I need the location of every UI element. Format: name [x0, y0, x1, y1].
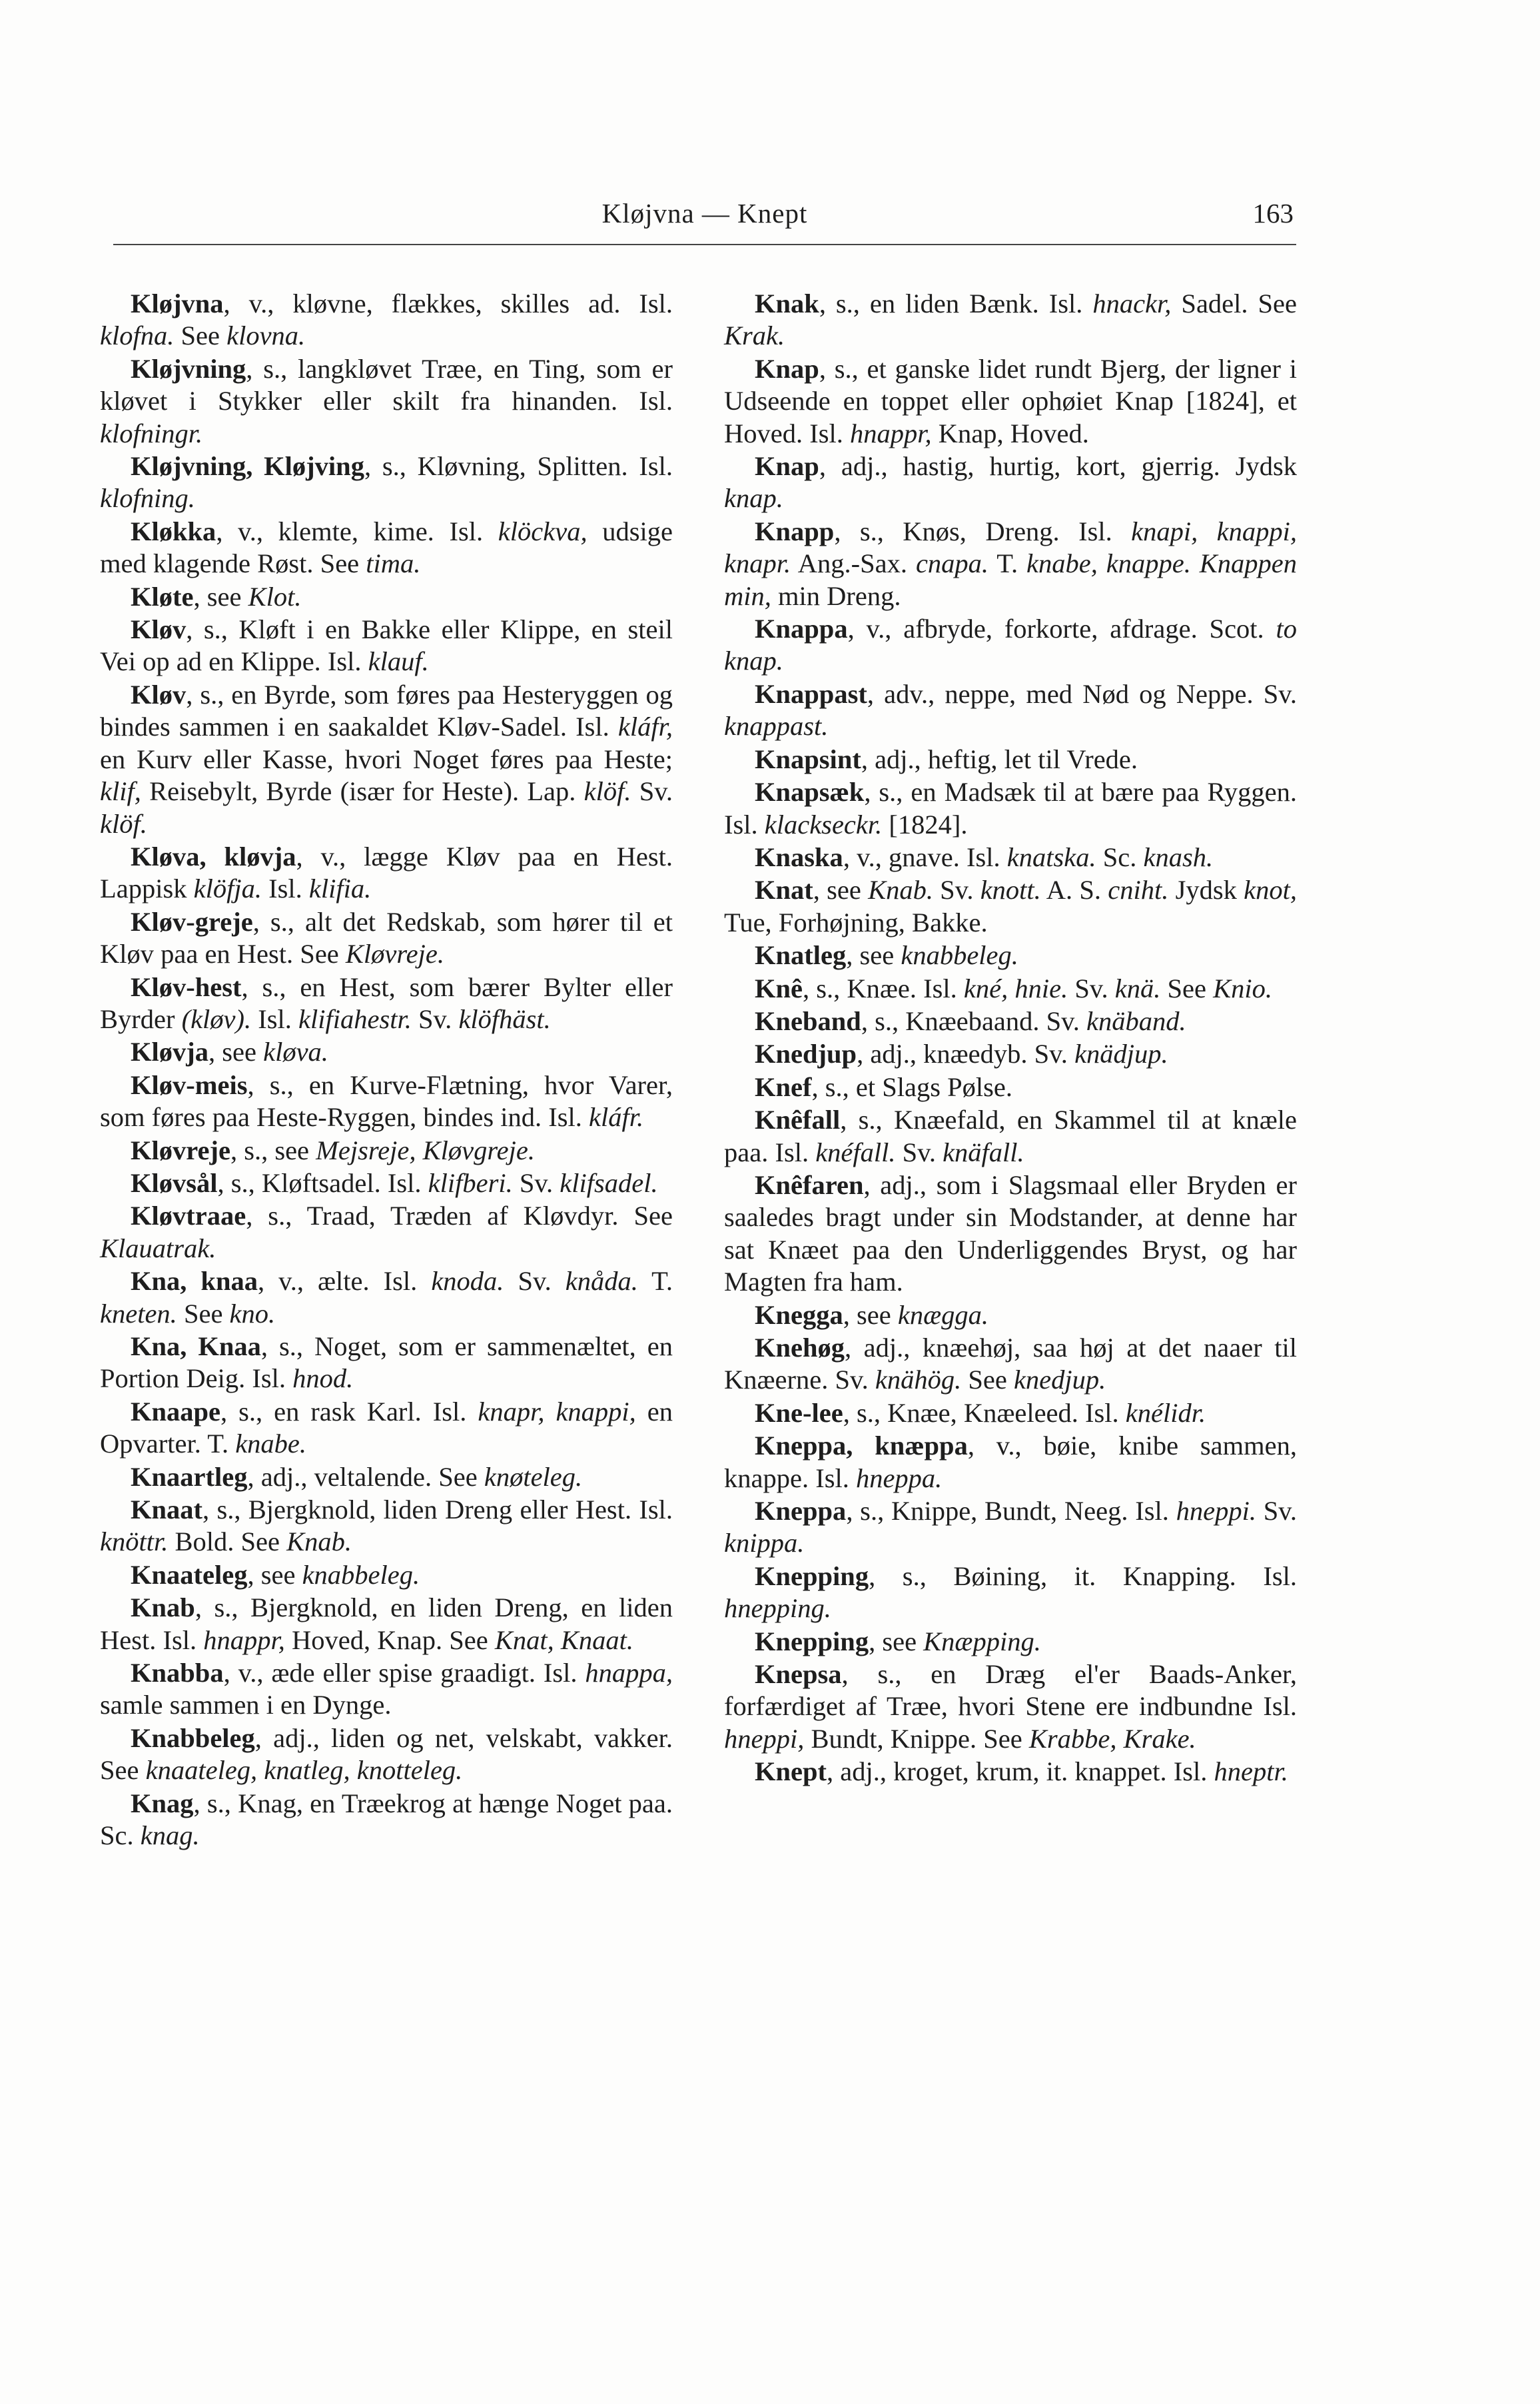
italic-term: knäfall.	[943, 1137, 1024, 1167]
dictionary-entry	[724, 973, 1297, 1005]
italic-term: hnod.	[292, 1363, 354, 1394]
dictionary-entry	[100, 581, 673, 613]
italic-term: klackseckr.	[764, 809, 883, 840]
italic-term: kneten.	[100, 1298, 177, 1329]
definition-text: , adj., liden og net, velskabt, vakker. See	[100, 1722, 673, 1786]
definition-text: Sv.	[895, 1137, 943, 1167]
headword: Knabba	[131, 1658, 224, 1688]
definition-text: Bold. See	[168, 1526, 287, 1557]
italic-term: cnapa.	[915, 548, 989, 579]
definition-text: , s., langkløvet Træe, en Ting, som er kløvet i Stykker eller skilt fra hinanden. Isl.	[100, 353, 673, 416]
dictionary-entry	[724, 1397, 1297, 1429]
dictionary-entry	[100, 1657, 673, 1722]
header-rule	[113, 244, 1296, 245]
headword: Kna, knaa	[131, 1266, 258, 1297]
italic-term: Knio.	[1213, 973, 1272, 1003]
dictionary-entry	[100, 1200, 673, 1265]
definition-text: , s., Kløftsadel. Isl.	[217, 1167, 428, 1198]
definition-text: , v., bøie, knibe sammen, knappe. Isl.	[724, 1431, 1297, 1493]
definition-text: Reisebylt, Byrde (især for Heste). Lap.	[141, 776, 584, 807]
italic-term: knatska.	[1006, 842, 1096, 872]
italic-term: klofna.	[100, 320, 175, 351]
italic-term: hnappr,	[849, 418, 932, 448]
definition-text: [1824].	[882, 809, 968, 840]
headword: Kløte	[131, 581, 194, 612]
headword: Kløv	[131, 679, 187, 710]
headword: Knap	[755, 353, 819, 384]
definition-text: Tue, Forhøjning, Bakke.	[724, 907, 988, 937]
definition-text: , v., ælte. Isl.	[257, 1266, 432, 1297]
definition-text: , s., Knæe, Knæeleed. Isl.	[843, 1397, 1126, 1428]
italic-term: kno.	[229, 1298, 276, 1329]
definition-text: , adj., veltalende. See	[247, 1461, 484, 1492]
definition-text: See	[174, 320, 227, 351]
italic-term: knedjup.	[1013, 1365, 1106, 1395]
definition-text: en Kurv eller Kasse, hvori Noget føres paa Heste;	[100, 744, 673, 774]
headword: Knab	[131, 1592, 195, 1623]
definition-text: , s., en Madsæk til at bære paa Ryggen. Isl.	[724, 777, 1297, 840]
dictionary-entry	[100, 450, 673, 515]
headword: Knaateleg	[131, 1559, 248, 1590]
right-column	[724, 288, 1297, 1789]
dictionary-entry	[724, 1005, 1297, 1037]
dictionary-entry	[100, 1788, 673, 1852]
italic-term: knot,	[1244, 875, 1297, 905]
definition-text: , adj., som i Slagsmaal eller Bryden er saaledes bragt under sin Modstander, at denne har sat Knæet paa den Underliggendes Bryst, og har Magten fra ham.	[724, 1169, 1297, 1297]
dictionary-entry	[724, 1495, 1297, 1560]
italic-term: knabbeleg.	[302, 1559, 420, 1590]
definition-text: , s., Knøs, Dreng. Isl.	[834, 516, 1132, 546]
dictionary-entry	[100, 516, 673, 580]
italic-term: hneptr.	[1214, 1756, 1288, 1787]
definition-text: , s., Kløvning, Splitten. Isl.	[364, 451, 673, 482]
running-header	[113, 197, 1296, 237]
definition-text: , s., et ganske lidet rundt Bjerg, der ligner i Udseende en toppet eller ophøiet Knap [1824], et Hoved. Isl.	[724, 353, 1297, 448]
definition-text: Sv.	[631, 776, 673, 807]
definition-text: , see	[846, 940, 901, 971]
italic-term: knabe.	[235, 1429, 307, 1459]
headword: Knaape	[131, 1396, 221, 1427]
headword: Kløv-greje	[131, 906, 253, 937]
italic-term: klöckva,	[498, 516, 587, 546]
dictionary-entry	[724, 1332, 1297, 1397]
italic-term: knaateleg, knatleg, knotteleg.	[145, 1755, 463, 1786]
italic-term: klöfja.	[193, 874, 262, 904]
italic-term: knä.	[1114, 973, 1161, 1003]
definition-text: , adj., knæehøj, saa høj at det naaer til Knæerne. Sv.	[724, 1333, 1297, 1395]
definition-text: Sv.	[512, 1167, 560, 1198]
dictionary-entry	[724, 353, 1297, 450]
headword: Knapsæk	[755, 777, 865, 808]
definition-text: , s., en liden Bænk. Isl.	[819, 289, 1093, 318]
definition-text: , v., afbryde, forkorte, afdrage. Scot.	[847, 614, 1276, 644]
dictionary-entry	[100, 353, 673, 450]
definition-text: samle sammen i en Dynge.	[100, 1690, 392, 1720]
definition-text: , adj., hastig, hurtig, kort, gjerrig. Jydsk	[819, 451, 1297, 482]
dictionary-entry	[724, 1169, 1297, 1299]
definition-text: , s., en rask Karl. Isl.	[220, 1396, 478, 1427]
italic-term: klovna.	[226, 320, 306, 351]
definition-text: Sc.	[1096, 842, 1144, 872]
italic-term: klifiahestr.	[298, 1003, 412, 1034]
definition-text: , s., Knippe, Bundt, Neeg. Isl.	[846, 1496, 1176, 1526]
definition-text: , v., gnave. Isl.	[843, 842, 1007, 872]
italic-term: klofningr.	[100, 418, 203, 448]
definition-text: See	[961, 1365, 1014, 1395]
definition-text: , s., en Dræg el'er Baads-Anker, forfærdiget af Træe, hvori Stene ere indbundne Isl.	[724, 1659, 1297, 1722]
dictionary-entry	[724, 1104, 1297, 1169]
italic-term: hnepping.	[724, 1593, 831, 1624]
definition-text: en Opvarter. T.	[100, 1396, 673, 1459]
italic-term: knélidr.	[1125, 1397, 1206, 1428]
definition-text: Isl.	[261, 874, 309, 904]
headword: Knatleg	[755, 940, 847, 971]
definition-text: , s., Knag, en Træekrog at hænge Noget paa. Sc.	[100, 1788, 673, 1851]
headword: Knappast	[755, 678, 867, 709]
italic-term: kløva.	[263, 1037, 328, 1067]
headword: Knegga	[755, 1299, 843, 1330]
dictionary-entry	[724, 1756, 1297, 1788]
definition-text: , s., Bjergknold, liden Dreng eller Hest. Isl.	[202, 1495, 673, 1525]
italic-term: knähög.	[875, 1365, 962, 1395]
italic-term: klöf.	[583, 776, 631, 807]
definition-text: , adj., kroget, krum, it. knappet. Isl.	[827, 1756, 1214, 1787]
definition-text: , s., Traad, Træden af Kløvdyr. See	[246, 1201, 673, 1231]
dictionary-entry	[724, 288, 1297, 352]
dictionary-entry	[100, 971, 673, 1036]
dictionary-entry	[100, 1069, 673, 1134]
headword: Knappa	[755, 614, 848, 644]
headword: Knaartleg	[131, 1461, 248, 1492]
dictionary-entry	[100, 1592, 673, 1656]
italic-term: knéfall.	[815, 1137, 896, 1167]
definition-text: See	[177, 1298, 230, 1329]
dictionary-entry	[724, 1658, 1297, 1755]
italic-term: knash.	[1143, 842, 1214, 872]
definition-text: min Dreng.	[771, 580, 901, 611]
definition-text: , s., Noget, som er sammenæltet, en Portion Deig. Isl.	[100, 1331, 673, 1394]
dictionary-entry	[724, 1560, 1297, 1625]
italic-term: knag.	[140, 1820, 200, 1851]
italic-term: kláfr,	[617, 712, 673, 742]
italic-term: klofning.	[100, 483, 195, 514]
dictionary-entry	[100, 1722, 673, 1787]
headword: Knepping	[755, 1560, 869, 1591]
italic-term: Knat, Knaat.	[494, 1624, 633, 1655]
italic-term: knippa.	[724, 1528, 805, 1558]
definition-text: Hoved, Knap. See	[284, 1624, 495, 1655]
dictionary-entry	[100, 1396, 673, 1461]
definition-text: udsige med klagende Røst. See	[100, 516, 673, 579]
headword: Knef	[755, 1071, 812, 1102]
definition-text: , see	[843, 1299, 898, 1330]
definition-text: Sadel. See	[1171, 289, 1297, 318]
dictionary-entry	[724, 776, 1297, 841]
definition-text: Sv.	[933, 875, 980, 905]
dictionary-entry	[100, 1331, 673, 1395]
italic-term: klifia.	[308, 874, 372, 904]
definition-text: , adv., neppe, med Nød og Neppe. Sv.	[867, 678, 1297, 709]
italic-term: Kløvreje.	[345, 939, 444, 969]
headword: Kløva, kløvja	[131, 841, 296, 872]
italic-term: knott.	[980, 875, 1041, 905]
headword: Knêfall	[755, 1105, 841, 1135]
definition-text: , v., lægge Kløv paa en Hest. Lappisk	[100, 841, 673, 904]
italic-term: Klot.	[248, 581, 302, 612]
italic-term: Krak.	[724, 320, 785, 351]
definition-text: A. S.	[1040, 875, 1108, 905]
italic-term: knappast.	[724, 711, 829, 742]
dictionary-entry	[100, 679, 673, 840]
dictionary-entry	[724, 874, 1297, 939]
headword: Kløvsål	[131, 1167, 218, 1198]
headword: Kløkka	[131, 516, 216, 546]
italic-term: Knab.	[868, 875, 933, 905]
definition-text: , s., Bøining, it. Knapping. Isl.	[869, 1560, 1297, 1591]
headword: Knedjup	[755, 1039, 857, 1069]
italic-term: knabe, knappe. Knappen min,	[724, 548, 1297, 611]
italic-term: kláfr.	[588, 1102, 644, 1133]
italic-term: Knab.	[286, 1526, 352, 1557]
dictionary-entry	[724, 744, 1297, 776]
definition-text: , s., en Hest, som bærer Bylter eller Byrder	[100, 971, 673, 1034]
dictionary-entry	[100, 288, 673, 352]
dictionary-entry	[100, 1265, 673, 1330]
italic-term: Knæpping.	[923, 1626, 1041, 1656]
italic-term: knapr, knappi,	[478, 1396, 636, 1427]
dictionary-entry	[100, 906, 673, 971]
definition-text: , see	[208, 1037, 264, 1067]
italic-term: knap.	[724, 483, 783, 514]
dictionary-entry	[100, 1461, 673, 1493]
italic-term: knäband.	[1086, 1005, 1186, 1036]
left-column	[100, 288, 673, 1853]
italic-term: klifberi.	[428, 1167, 513, 1198]
headword: Knepping	[755, 1626, 869, 1656]
definition-text: See	[1160, 973, 1214, 1003]
definition-text: T.	[988, 548, 1027, 579]
headword: Kløv	[131, 614, 187, 645]
italic-term: kné, hnie.	[963, 973, 1068, 1003]
italic-term: Mejsreje, Kløvgreje.	[316, 1135, 535, 1165]
headword: Knepsa	[755, 1659, 842, 1690]
headword: Kneppa, knæppa	[755, 1431, 968, 1461]
headword: Knak	[755, 289, 819, 318]
dictionary-entry	[724, 1430, 1297, 1495]
definition-text: , v., klemte, kime. Isl.	[216, 516, 498, 546]
headword: Knapp	[755, 516, 835, 546]
definition-text: Ang.-Sax.	[791, 548, 916, 579]
headword: Kneppa	[755, 1496, 847, 1526]
definition-text: Bundt, Knippe. See	[804, 1723, 1029, 1754]
definition-text: Sv.	[504, 1266, 566, 1297]
italic-term: knapi, knappi, knapr.	[724, 516, 1297, 579]
headword: Kneband	[755, 1005, 861, 1036]
definition-text: , see	[247, 1559, 302, 1590]
headword: Knept	[755, 1756, 827, 1787]
definition-text: , v., kløvne, flækkes, skilles ad. Isl.	[223, 289, 673, 318]
definition-text: , s., Knæe. Isl.	[803, 973, 964, 1003]
definition-text: , s., et Slags Pølse.	[811, 1071, 1013, 1102]
dictionary-entry	[724, 939, 1297, 971]
definition-text: , s., Knæefald, en Skammel til at knæle paa. Isl.	[724, 1105, 1297, 1167]
definition-text: Sv.	[1068, 973, 1115, 1003]
definition-text: , s., en Byrde, som føres paa Hesteryggen og bindes sammen i en saakaldet Kløv-Sadel. Isl.	[100, 679, 673, 742]
headword: Kne-lee	[755, 1397, 843, 1428]
italic-term: hneppi.	[1176, 1496, 1256, 1526]
definition-text: , see	[193, 581, 248, 612]
dictionary-entry	[100, 1494, 673, 1558]
headword: Kløv-meis	[131, 1069, 248, 1100]
dictionary-entry	[724, 613, 1297, 678]
italic-term: hnappr,	[203, 1624, 285, 1655]
italic-term: knoda.	[431, 1266, 504, 1297]
definition-text: , s., Kløft i en Bakke eller Klippe, en steil Vei op ad en Klippe. Isl.	[100, 614, 673, 677]
italic-term: (kløv).	[181, 1003, 252, 1034]
italic-term: knægga.	[897, 1299, 988, 1330]
page-number: 163	[1252, 198, 1294, 229]
definition-text: Sv.	[411, 1003, 459, 1034]
dictionary-entry	[724, 1071, 1297, 1103]
headword: Knê	[755, 973, 803, 1003]
definition-text: , see	[813, 875, 869, 905]
italic-term: to knap.	[724, 614, 1297, 676]
headword: Knehøg	[755, 1333, 845, 1363]
dictionary-entry	[100, 1167, 673, 1199]
headword: Kløvtraae	[131, 1201, 246, 1231]
definition-text: , adj., knæedyb. Sv.	[857, 1039, 1075, 1069]
headword: Knaat	[131, 1495, 203, 1525]
italic-term: Krabbe, Krake.	[1028, 1723, 1196, 1754]
dictionary-entry	[724, 450, 1297, 515]
dictionary-entry	[724, 678, 1297, 743]
definition-text: Knap, Hoved.	[931, 418, 1089, 448]
italic-term: hnackr,	[1092, 289, 1172, 318]
definition-text: , s., en Kurve-Flætning, hvor Varer, som føres paa Heste-Ryggen, bindes ind. Isl.	[100, 1069, 673, 1133]
definition-text: T.	[637, 1266, 673, 1297]
italic-term: knädjup.	[1074, 1039, 1168, 1069]
italic-term: klöf.	[100, 808, 147, 839]
dictionary-entry	[724, 842, 1297, 874]
italic-term: hneppi,	[724, 1723, 805, 1754]
italic-term: Klauatrak.	[100, 1233, 216, 1263]
definition-text: , v., æde eller spise graadigt. Isl.	[223, 1658, 585, 1688]
italic-term: hneppa.	[855, 1463, 943, 1493]
headword: Kna, Knaa	[131, 1331, 261, 1361]
italic-term: klöfhäst.	[458, 1003, 551, 1034]
headword: Kløjvna	[131, 289, 224, 318]
dictionary-entry	[100, 1036, 673, 1068]
definition-text: Isl.	[251, 1003, 299, 1034]
italic-term: knöttr.	[100, 1526, 169, 1557]
headword: Knapsint	[755, 744, 861, 774]
headword: Kløvreje	[131, 1135, 230, 1165]
dictionary-entry	[100, 614, 673, 678]
headword: Kløjvning	[131, 353, 246, 384]
dictionary-entry	[724, 1038, 1297, 1070]
italic-term: tima.	[366, 548, 421, 579]
definition-text: , s., alt det Redskab, som hører til et Kløv paa en Hest. See	[100, 906, 673, 969]
headword: Knap	[755, 451, 819, 482]
headword: Kløjvning, Kløjving	[131, 451, 364, 482]
definition-text: Sv.	[1256, 1496, 1297, 1526]
headword: Knat	[755, 875, 813, 905]
dictionary-entry	[724, 516, 1297, 612]
headword: Kløvja	[131, 1037, 208, 1067]
running-title: Kløjvna — Knept	[601, 198, 808, 229]
dictionary-entry	[100, 1559, 673, 1591]
definition-text: , s., see	[230, 1135, 316, 1165]
headword: Kløv-hest	[131, 971, 242, 1002]
definition-text: Jydsk	[1168, 875, 1244, 905]
italic-term: klifsadel.	[560, 1167, 658, 1198]
headword: Knêfaren	[755, 1169, 864, 1200]
italic-term: knåda.	[565, 1266, 638, 1297]
definition-text: , see	[869, 1626, 924, 1656]
headword: Knag	[131, 1788, 194, 1818]
italic-term: hnappa,	[585, 1658, 673, 1688]
italic-term: knabbeleg.	[901, 940, 1018, 971]
italic-term: knøteleg.	[484, 1461, 583, 1492]
dictionary-entry	[100, 841, 673, 905]
dictionary-entry	[724, 1299, 1297, 1331]
dictionary-entry	[100, 1135, 673, 1167]
italic-term: klif,	[100, 776, 141, 807]
dictionary-entry	[724, 1626, 1297, 1658]
italic-term: cniht.	[1108, 875, 1169, 905]
headword: Knaska	[755, 842, 843, 872]
definition-text: , s., Knæebaand. Sv.	[861, 1005, 1087, 1036]
definition-text: , s., Bjergknold, en liden Dreng, en liden Hest. Isl.	[100, 1592, 673, 1655]
italic-term: klauf.	[368, 646, 429, 677]
headword: Knabbeleg	[131, 1722, 255, 1753]
definition-text: , adj., heftig, let til Vrede.	[861, 744, 1138, 774]
